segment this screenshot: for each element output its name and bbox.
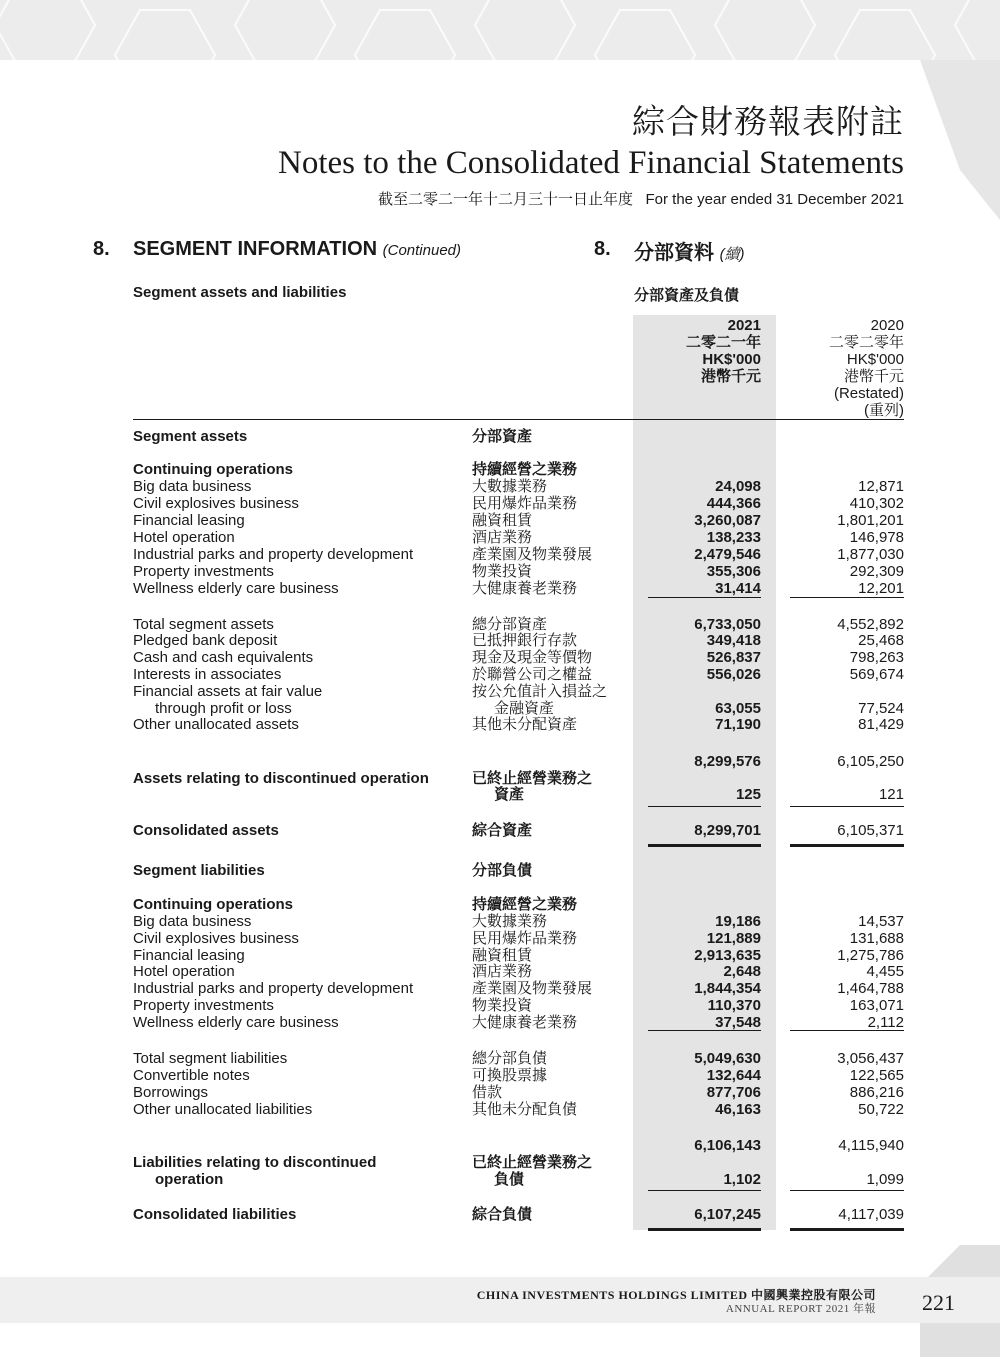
value-2021: 37,548	[715, 1014, 761, 1031]
row-label-cn: 產業園及物業發展	[472, 546, 593, 563]
table-row	[0, 822, 1000, 839]
row-label-en: Cash and cash equivalents	[133, 649, 314, 666]
table-row	[0, 716, 1000, 733]
table-row	[0, 980, 1000, 997]
value-2021: 349,418	[706, 632, 761, 649]
prior-currency-label: HK$'000	[846, 351, 904, 368]
row-label-en: operation	[155, 1171, 224, 1188]
total-rule	[790, 1228, 904, 1231]
table-row	[0, 1084, 1000, 1101]
row-label-en: Continuing operations	[133, 461, 293, 478]
row-label-cn: 物業投資	[472, 563, 533, 580]
row-label-cn: 於聯營公司之權益	[472, 666, 593, 683]
value-2021: 2,479,546	[694, 546, 761, 563]
page-title-cn: 綜合財務報表附註	[632, 102, 904, 141]
value-2021: 877,706	[706, 1084, 761, 1101]
row-label-en: Hotel operation	[133, 963, 235, 980]
row-label-cn: 其他未分配負債	[472, 1101, 578, 1118]
row-label-cn: 已終止經營業務之	[472, 1154, 593, 1171]
value-2021: 444,366	[706, 495, 761, 512]
value-2021: 110,370	[707, 997, 761, 1014]
value-2021: 526,837	[706, 649, 761, 666]
prior-currency-label-cn: 港幣千元	[843, 368, 904, 385]
table-row	[0, 1014, 1000, 1031]
section-number-cn: 8.	[594, 238, 611, 260]
row-label-en: Segment liabilities	[133, 862, 265, 879]
table-row	[0, 580, 1000, 597]
row-label-en: Wellness elderly care business	[133, 580, 339, 597]
row-label-cn: 綜合資產	[472, 822, 533, 839]
table-row	[0, 649, 1000, 666]
value-2021: 132,644	[706, 1067, 761, 1084]
subtitle-cn: 截至二零二一年十二月三十一日止年度	[377, 191, 633, 208]
page-title-block	[278, 96, 904, 209]
row-label-cn: 按公允值計入損益之	[472, 683, 608, 700]
row-label-cn: 負債	[494, 1171, 525, 1188]
value-2021: 121,889	[706, 930, 761, 947]
row-label-en: Consolidated assets	[133, 822, 279, 839]
table-row	[0, 1101, 1000, 1118]
page-subtitle	[278, 188, 904, 209]
row-label-en: Civil explosives business	[133, 930, 299, 947]
table-row	[0, 461, 1000, 478]
table-row	[0, 478, 1000, 495]
prior-year-label: 2020	[870, 317, 904, 334]
row-label-cn: 民用爆炸品業務	[472, 495, 578, 512]
value-2020: 569,674	[849, 666, 904, 683]
row-label-en: Property investments	[133, 563, 274, 580]
row-label-cn: 物業投資	[472, 997, 533, 1014]
table-row	[0, 1137, 1000, 1154]
value-2021: 1,844,354	[694, 980, 761, 997]
table-row	[0, 786, 1000, 803]
value-2021: 24,098	[715, 478, 761, 495]
section-title-cn-text: 分部資料	[634, 242, 714, 264]
page-title-en: Notes to the Consolidated Financial Statements	[278, 145, 904, 181]
total-rule	[790, 844, 904, 847]
header-hexagon-pattern	[0, 0, 1000, 60]
section-title-en	[133, 238, 461, 261]
row-label-cn: 總分部負債	[472, 1050, 548, 1067]
row-label-en: Big data business	[133, 478, 252, 495]
current-year-label-cn: 二零二一年	[685, 334, 761, 351]
section-title-en-text: SEGMENT INFORMATION	[133, 238, 378, 260]
page-number: 221	[922, 1290, 955, 1315]
value-2021: 31,414	[715, 580, 761, 597]
header-rule	[133, 419, 904, 420]
row-label-cn: 大健康養老業務	[472, 580, 578, 597]
value-2020: 2,112	[867, 1014, 904, 1031]
value-2020: 4,117,039	[838, 1206, 904, 1223]
value-2020: 25,468	[858, 632, 904, 649]
value-2020: 4,115,940	[838, 1137, 904, 1154]
value-2020: 4,455	[866, 963, 904, 980]
row-label-en: through profit or loss	[155, 700, 292, 717]
table-row	[0, 1067, 1000, 1084]
current-year-header	[686, 317, 761, 385]
value-2020: 50,722	[858, 1101, 904, 1118]
row-label-cn: 綜合負債	[472, 1206, 533, 1223]
current-currency-label-cn: 港幣千元	[700, 368, 761, 385]
row-label-cn: 借款	[472, 1084, 503, 1101]
row-label-cn: 持續經營之業務	[472, 461, 578, 478]
value-2020: 131,688	[849, 930, 904, 947]
value-2021: 1,102	[723, 1171, 761, 1188]
value-2020: 12,871	[858, 478, 904, 495]
subtotal-rule	[790, 806, 904, 807]
row-label-cn: 已抵押銀行存款	[472, 632, 578, 649]
table-row	[0, 770, 1000, 787]
table-row	[0, 512, 1000, 529]
subtotal-rule	[790, 1190, 904, 1191]
row-label-en: Industrial parks and property development	[133, 546, 414, 563]
value-2020: 146,978	[849, 529, 904, 546]
table-row	[0, 546, 1000, 563]
subheading-cn: 分部資產及負債	[634, 287, 740, 304]
row-label-cn: 現金及現金等價物	[472, 649, 593, 666]
row-label-cn: 持續經營之業務	[472, 896, 578, 913]
row-label-en: Civil explosives business	[133, 495, 299, 512]
row-label-cn: 融資租賃	[472, 512, 533, 529]
value-2020: 12,201	[858, 580, 904, 597]
row-label-en: Interests in associates	[133, 666, 282, 683]
value-2020: 77,524	[858, 700, 904, 717]
value-2020: 14,537	[858, 913, 904, 930]
prior-restated-label: (Restated)	[833, 385, 904, 402]
row-label-cn: 分部資產	[472, 428, 533, 445]
corner-shade-graphic	[920, 60, 1000, 220]
subtotal-rule	[790, 597, 904, 598]
section-continued-en: (Continued)	[382, 242, 462, 259]
row-label-cn: 可換股票據	[472, 1067, 548, 1084]
value-2021: 71,190	[715, 716, 761, 733]
table-row	[0, 632, 1000, 649]
section-number-en: 8.	[93, 238, 110, 260]
table-row	[0, 862, 1000, 879]
value-2021: 6,106,143	[694, 1137, 761, 1154]
row-label-en: Consolidated liabilities	[133, 1206, 297, 1223]
section-title-cn	[634, 236, 745, 265]
value-2020: 1,801,201	[837, 512, 904, 529]
table-row	[0, 753, 1000, 770]
row-label-en: Financial leasing	[133, 947, 245, 964]
table-row	[0, 1171, 1000, 1188]
value-2021: 46,163	[715, 1101, 761, 1118]
current-year-label: 2021	[727, 317, 761, 334]
row-label-en: Other unallocated liabilities	[133, 1101, 313, 1118]
row-label-cn: 其他未分配資產	[472, 716, 578, 733]
row-label-cn: 產業園及物業發展	[472, 980, 593, 997]
value-2020: 163,071	[849, 997, 904, 1014]
value-2020: 1,099	[866, 1171, 904, 1188]
value-2020: 122,565	[849, 1067, 904, 1084]
footer-company: CHINA INVESTMENTS HOLDINGS LIMITED 中國興業控股有限公司	[476, 1288, 876, 1302]
value-2021: 6,107,245	[694, 1206, 761, 1223]
value-2021: 355,306	[706, 563, 761, 580]
table-row	[0, 529, 1000, 546]
value-2020: 798,263	[849, 649, 904, 666]
footer-report: ANNUAL REPORT 2021 年報	[725, 1303, 876, 1315]
table-row	[0, 1050, 1000, 1067]
row-label-cn: 酒店業務	[472, 529, 533, 546]
hexagon-pattern-graphic	[0, 0, 1000, 60]
row-label-cn: 大數據業務	[472, 478, 548, 495]
table-row	[0, 930, 1000, 947]
value-2020: 1,877,030	[837, 546, 904, 563]
value-2021: 125	[735, 786, 761, 803]
value-2021: 6,733,050	[694, 616, 761, 633]
value-2020: 81,429	[858, 716, 904, 733]
value-2021: 3,260,087	[694, 512, 761, 529]
value-2020: 886,216	[849, 1084, 904, 1101]
value-2021: 8,299,576	[694, 753, 761, 770]
value-2020: 3,056,437	[837, 1050, 904, 1067]
value-2021: 138,233	[706, 529, 761, 546]
row-label-en: Convertible notes	[133, 1067, 250, 1084]
row-label-cn: 酒店業務	[472, 963, 533, 980]
row-label-cn: 大健康養老業務	[472, 1014, 578, 1031]
subtitle-en: For the year ended 31 December 2021	[645, 191, 904, 208]
value-2020: 292,309	[849, 563, 904, 580]
table-row	[0, 963, 1000, 980]
row-label-en: Liabilities relating to discontinued	[133, 1154, 377, 1171]
total-rule	[648, 844, 761, 847]
prior-year-header	[829, 317, 904, 419]
value-2021: 63,055	[715, 700, 761, 717]
current-currency-label: HK$'000	[702, 351, 761, 368]
row-label-cn: 資產	[494, 786, 525, 803]
row-label-en: Hotel operation	[133, 529, 235, 546]
row-label-en: Property investments	[133, 997, 274, 1014]
value-2021: 8,299,701	[694, 822, 761, 839]
subtotal-rule	[648, 597, 761, 598]
row-label-cn: 民用爆炸品業務	[472, 930, 578, 947]
row-label-en: Segment assets	[133, 428, 248, 445]
row-label-cn: 已終止經營業務之	[472, 770, 593, 787]
value-2020: 6,105,371	[837, 822, 904, 839]
table-row	[0, 1154, 1000, 1171]
row-label-en: Other unallocated assets	[133, 716, 299, 733]
value-2021: 2,913,635	[694, 947, 761, 964]
row-label-en: Pledged bank deposit	[133, 632, 278, 649]
table-row	[0, 896, 1000, 913]
row-label-en: Wellness elderly care business	[133, 1014, 339, 1031]
total-rule	[648, 1228, 761, 1231]
table-row	[0, 428, 1000, 445]
row-label-en: Total segment assets	[133, 616, 274, 633]
table-row	[0, 666, 1000, 683]
value-2020: 1,464,788	[837, 980, 904, 997]
subtotal-rule	[648, 806, 761, 807]
subtotal-rule	[648, 1030, 761, 1031]
value-2020: 6,105,250	[837, 753, 904, 770]
table-row	[0, 495, 1000, 512]
table-row	[0, 947, 1000, 964]
row-label-en: Total segment liabilities	[133, 1050, 288, 1067]
row-label-en: Continuing operations	[133, 896, 293, 913]
row-label-cn: 融資租賃	[472, 947, 533, 964]
table-row	[0, 1206, 1000, 1223]
prior-year-label-cn: 二零二零年	[828, 334, 904, 351]
row-label-en: Assets relating to discontinued operation	[133, 770, 429, 787]
value-2020: 4,552,892	[837, 616, 904, 633]
table-row	[0, 997, 1000, 1014]
row-label-cn: 分部負債	[472, 862, 533, 879]
value-2021: 556,026	[706, 666, 761, 683]
value-2021: 5,049,630	[694, 1050, 761, 1067]
row-label-cn: 總分部資產	[472, 616, 548, 633]
row-label-en: Industrial parks and property development	[133, 980, 414, 997]
table-row	[0, 563, 1000, 580]
row-label-en: Big data business	[133, 913, 252, 930]
prior-restated-label-cn: (重列)	[864, 402, 904, 419]
value-2020: 1,275,786	[837, 947, 904, 964]
subheading-en: Segment assets and liabilities	[133, 284, 347, 301]
row-label-cn: 大數據業務	[472, 913, 548, 930]
table-row	[0, 913, 1000, 930]
row-label-en: Financial leasing	[133, 512, 245, 529]
subtotal-rule	[648, 1190, 761, 1191]
value-2021: 19,186	[715, 913, 761, 930]
row-label-en: Borrowings	[133, 1084, 209, 1101]
row-label-en: Financial assets at fair value	[133, 683, 323, 700]
table-row	[0, 683, 1000, 700]
subtotal-rule	[790, 1030, 904, 1031]
row-label-cn: 金融資產	[494, 700, 555, 717]
table-row	[0, 700, 1000, 717]
table-row	[0, 616, 1000, 633]
value-2020: 410,302	[849, 495, 904, 512]
value-2021: 2,648	[723, 963, 761, 980]
section-continued-cn: (續)	[719, 246, 745, 263]
value-2020: 121	[878, 786, 904, 803]
